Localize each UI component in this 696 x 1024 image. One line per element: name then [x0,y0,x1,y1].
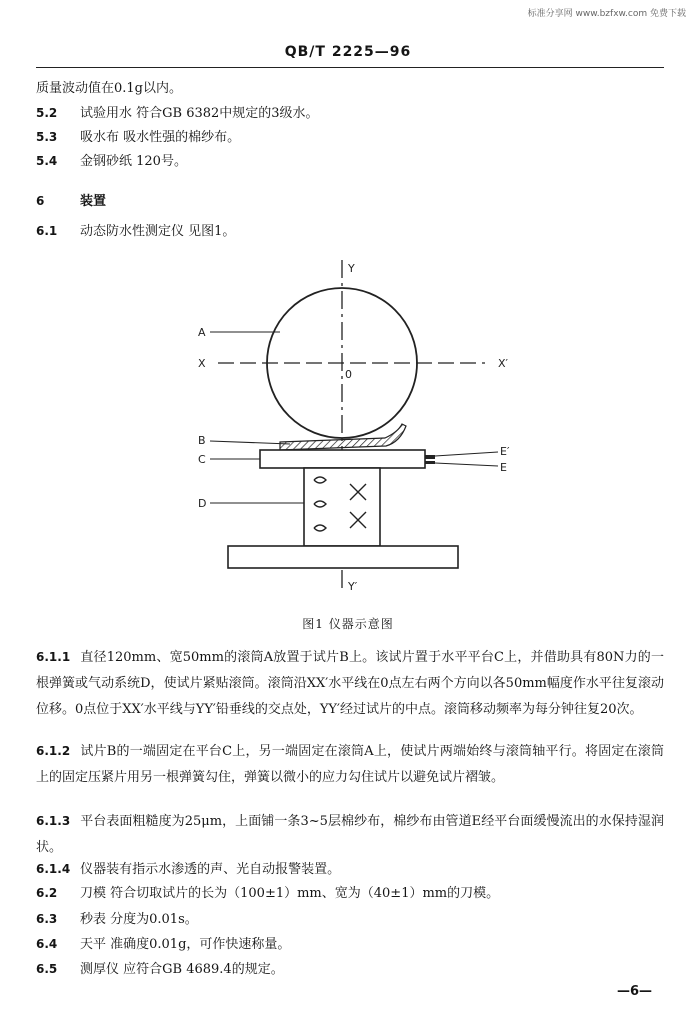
label-a: A [198,326,206,339]
clause-number: 5.2 [36,106,58,120]
section-6-heading [36,192,664,211]
header-rule [36,67,664,68]
label-e-prime: E′ [500,445,510,458]
clause-6-4 [36,935,664,954]
clause-number: 6.1.2 [36,744,71,758]
clause-6-1-2 [36,738,664,791]
clause-number: 6.1 [36,224,58,238]
clause-5-4 [36,152,664,171]
standard-number: QB/T 2225—96 [284,44,412,60]
clause-text: 动态防水性测定仪 见图1。 [80,224,236,239]
clause-text: 金钢砂纸 120号。 [80,154,187,169]
label-b: B [198,434,206,447]
clause-6-1 [36,222,664,241]
label-d: D [198,497,207,510]
specimen-b [280,424,406,450]
clause-text: 试验用水 符合GB 6382中规定的3级水。 [80,106,319,121]
clause-number: 6.5 [36,962,58,976]
label-origin: 0 [345,368,352,381]
clause-number: 6.1.4 [36,862,71,876]
pipe-e-upper [425,455,435,459]
column-d [304,468,380,546]
apparatus-diagram [180,258,520,608]
clause-6-3 [36,910,664,929]
label-y-prime: Y′ [348,580,358,593]
clause-number: 6.1.1 [36,650,71,664]
clause-text: 平台表面粗糙度为25μm，上面铺一条3~5层棉纱布，棉纱布由管道E经平台面缓慢流出的水保持湿润状。 [36,814,664,855]
pipe-e-lower [425,461,435,464]
clause-number: 5.4 [36,154,58,168]
clause-number: 6.3 [36,912,58,926]
line-text: 质量波动值在0.1g以内。 [36,81,182,96]
line-quality [36,80,664,98]
page-number: —6— [616,984,652,999]
section-title: 装置 [80,194,107,209]
clause-number: 6.2 [36,886,58,900]
clause-text: 吸水布 吸水性强的棉纱布。 [80,130,241,145]
label-x-prime: X′ [498,357,509,370]
clause-5-2 [36,104,664,123]
label-e: E [500,461,507,474]
base-plate [228,546,458,568]
clause-text: 仪器装有指示水渗透的声、光自动报警装置。 [80,862,341,877]
label-y: Y [348,262,355,275]
clause-text: 刀模 符合切取试片的长为（100±1）mm、宽为（40±1）mm的刀模。 [80,886,500,901]
section-number: 6 [36,194,45,208]
clause-number: 6.1.3 [36,814,71,828]
clause-text: 直径120mm、宽50mm的滚筒A放置于试片B上。该试片置于水平平台C上，并借助具有80N力的一根弹簧或气动系统D，使试片紧贴滚筒。滚筒沿XX′水平线在0点左右两个方向以各50mm幅度作水平往复滚动位移。0点位于XX′水平线与YY′铅垂线的交点处，YY′经过试片的中点。滚筒移动频率为每分钟往复20次。 [36,650,664,717]
clause-6-1-4 [36,856,664,883]
clause-text: 秒表 分度为0.01s。 [80,912,198,927]
clause-text: 天平 准确度0.01g，可作快速称量。 [80,937,291,952]
leader-e-prime [435,452,498,456]
clause-6-2 [36,884,664,903]
clause-5-3 [36,128,664,147]
platform-c [260,450,425,468]
apparatus-figure [180,258,520,608]
leader-e [435,463,498,466]
leader-b [210,441,290,444]
clause-text: 试片B的一端固定在平台C上，另一端固定在滚筒A上，使试片两端始终与滚筒轴平行。将固定在滚筒上的固定压紧片用另一根弹簧勾住，弹簧以微小的应力勾住试片以避免试片褶皱。 [36,744,664,785]
figure-caption: 图1 仪器示意图 [302,617,394,631]
clause-number: 5.3 [36,130,58,144]
clause-number: 6.4 [36,937,58,951]
clause-6-5 [36,960,664,979]
label-x: X [198,357,206,370]
clause-6-1-3 [36,808,664,861]
clause-text: 测厚仪 应符合GB 4689.4的规定。 [80,962,284,977]
label-c: C [198,453,206,466]
clause-6-1-1 [36,644,664,723]
watermark: 标准分享网 www.bzfxw.com 免费下载 [527,9,686,19]
